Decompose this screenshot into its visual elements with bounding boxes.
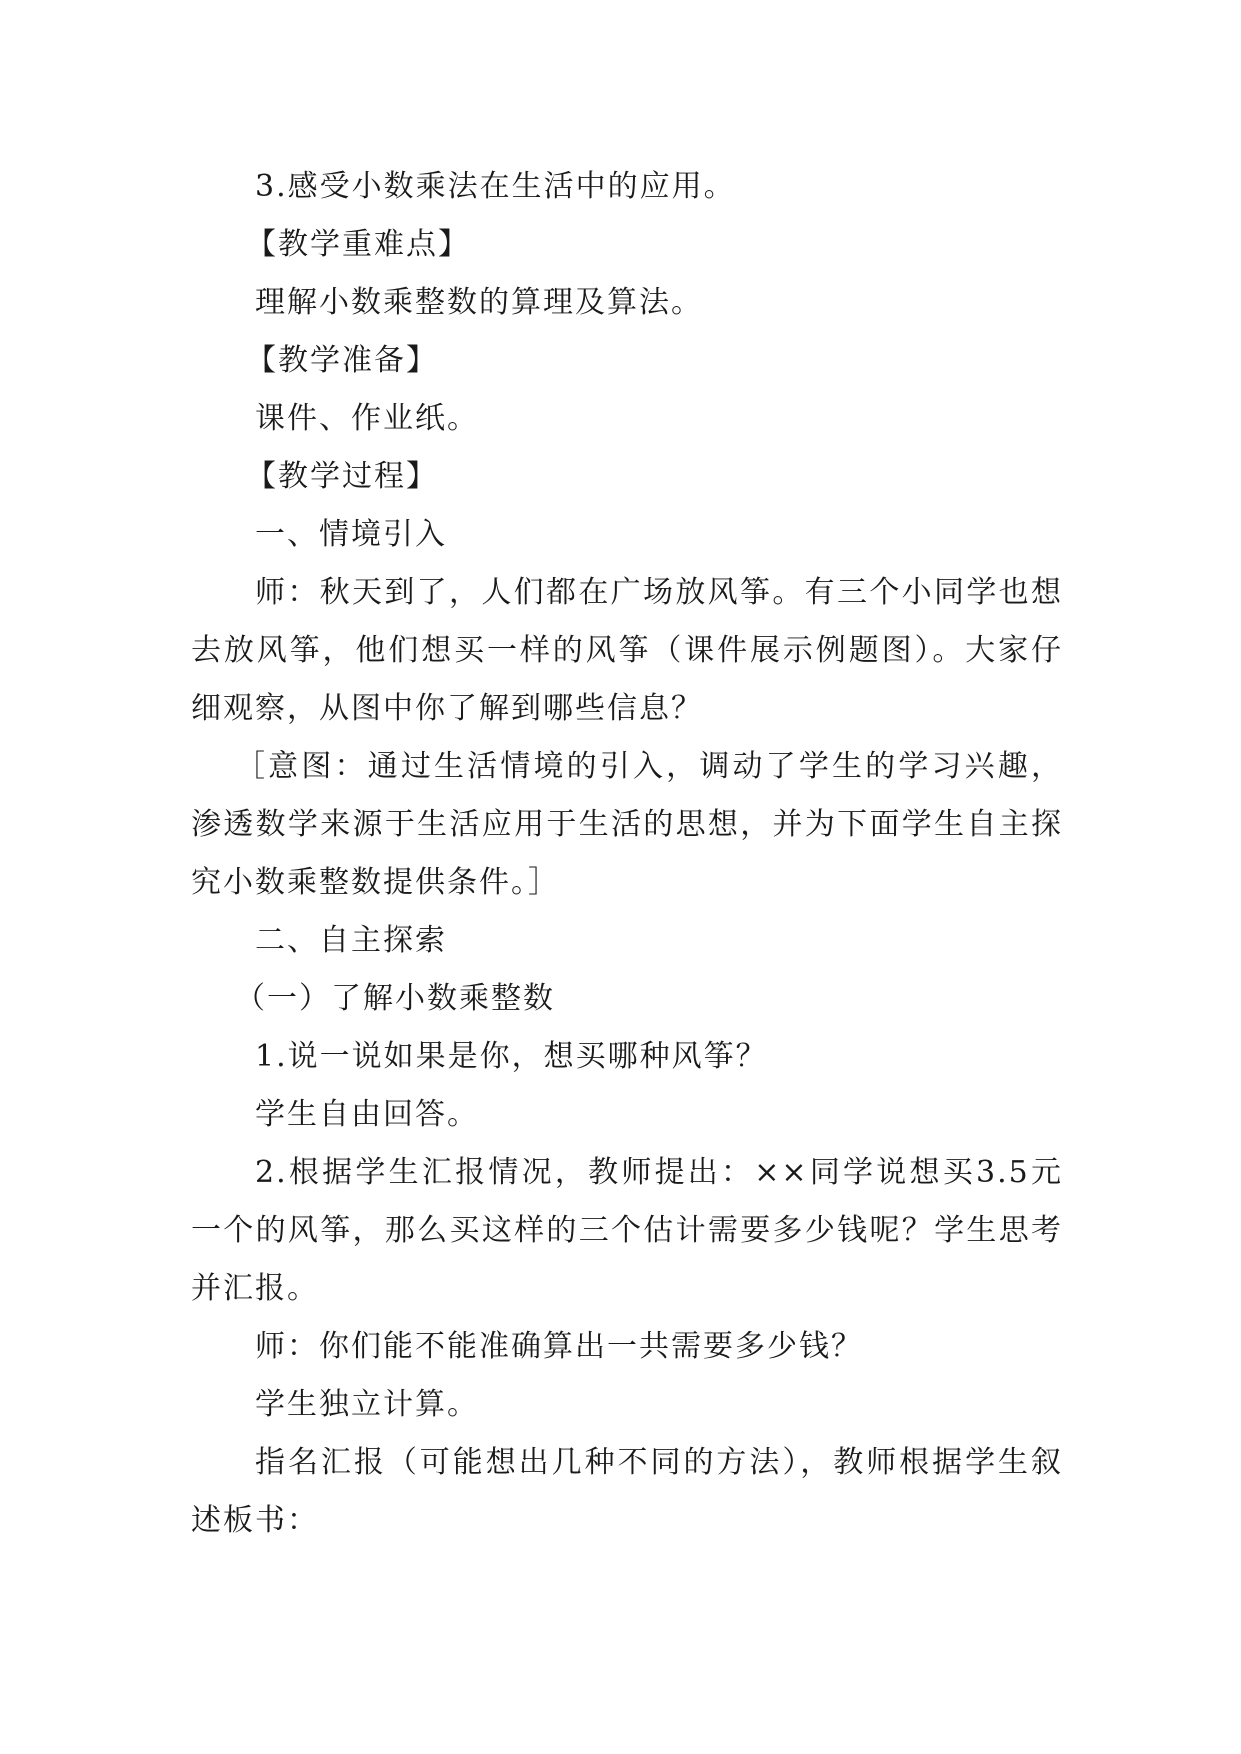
section-heading-key-points: 【教学重难点】	[246, 227, 470, 262]
section-heading-process: 【教学过程】	[246, 459, 438, 494]
step-1-text: 1.说一说如果是你，想买哪种风筝？	[255, 1039, 768, 1074]
subsection-heading-explore: 二、自主探索	[255, 923, 447, 958]
objective-item-3: 3.感受小数乘法在生活中的应用。	[255, 169, 736, 204]
student-answer-text: 学生自由回答。	[255, 1097, 479, 1132]
student-calc-text: 学生独立计算。	[255, 1387, 479, 1422]
step-2-text: 2.根据学生汇报情况，教师提出：××同学说想买3.5元一个的风筝，那么买这样的三个估计需要多少钱呢？学生思考并汇报。	[191, 1155, 1063, 1306]
sub-subsection-heading: （一）了解小数乘整数	[235, 981, 555, 1016]
teacher-question-text: 师：你们能不能准确算出一共需要多少钱？	[255, 1329, 863, 1364]
report-text: 指名汇报（可能想出几种不同的方法），教师根据学生叙述板书：	[191, 1445, 1063, 1538]
key-points-text: 理解小数乘整数的算理及算法。	[255, 285, 703, 320]
intent-note: ［意图：通过生活情境的引入，调动了学生的学习兴趣，渗透数学来源于生活应用于生活的思想，并为下面学生自主探究小数乘整数提供条件。］	[191, 749, 1063, 900]
preparation-text: 课件、作业纸。	[255, 401, 479, 436]
section-heading-preparation: 【教学准备】	[246, 343, 438, 378]
document-body	[191, 158, 1063, 1550]
subsection-heading-intro: 一、情境引入	[255, 517, 447, 552]
teacher-intro-paragraph: 师：秋天到了，人们都在广场放风筝。有三个小同学也想去放风筝，他们想买一样的风筝（课件展示例题图）。大家仔细观察，从图中你了解到哪些信息？	[191, 575, 1063, 726]
